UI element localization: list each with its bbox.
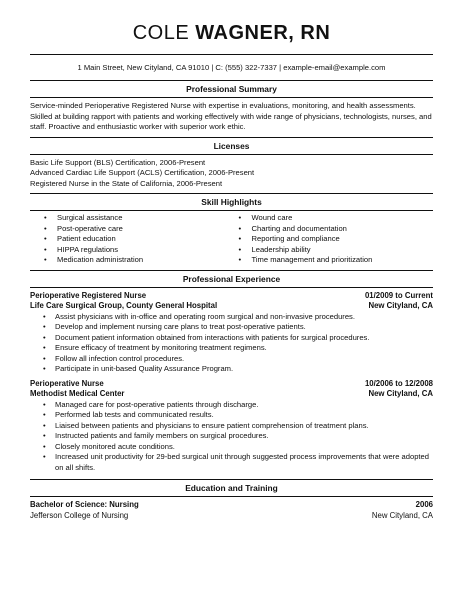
summary-heading: Professional Summary: [30, 80, 433, 98]
licenses-list: [30, 155, 433, 190]
skill-item: • Surgical assistance: [44, 213, 239, 224]
school-name: Jefferson College of Nursing: [30, 510, 129, 520]
job-entry: [30, 375, 433, 474]
skills-heading: Skill Highlights: [30, 193, 433, 211]
contact-line: 1 Main Street, New Cityland, CA 91010 | C: (555) 322-7337 | example-email@example.com: [77, 63, 386, 72]
duty-item: • Performed lab tests and communicated results.: [43, 410, 433, 421]
job-location: New Cityland, CA: [368, 301, 433, 310]
degree: Bachelor of Science: Nursing: [30, 500, 139, 509]
candidate-name: [30, 0, 433, 44]
education-heading: Education and Training: [30, 479, 433, 497]
skill-item: • Charting and documentation: [239, 224, 434, 235]
skills-list: [30, 211, 433, 266]
last-name: WAGNER, RN: [195, 22, 331, 44]
job-location: New Cityland, CA: [368, 389, 433, 398]
job-employer: Methodist Medical Center: [30, 389, 125, 398]
duty-item: • Closely monitored acute conditions.: [43, 442, 433, 453]
duty-item: • Assist physicians with in-office and operating room surgical and non-invasive procedures.: [43, 312, 433, 323]
job-dates: 01/2009 to Current: [364, 290, 433, 300]
job-role: Perioperative Registered Nurse: [30, 290, 147, 300]
skills-column-left: [30, 213, 239, 266]
duty-item: • Increased unit productivity for 29-bed surgical unit through suggested process improvements that were adopted on all shifts.: [43, 452, 433, 473]
duty-item: • Document patient information obtained from interactions with patients for surgical procedures.: [43, 333, 433, 344]
skill-item: • Time management and prioritization: [239, 255, 434, 266]
header-rule: [30, 54, 433, 55]
duty-item: • Instructed patients and family members on surgical procedures.: [43, 431, 433, 442]
skill-item: • Post-operative care: [44, 224, 239, 235]
license-item: Advanced Cardiac Life Support (ACLS) Certification, 2006-Present: [30, 168, 255, 177]
duty-item: • Follow all infection control procedures.: [43, 354, 433, 365]
experience-heading: Professional Experience: [30, 270, 433, 288]
skill-item: • Patient education: [44, 234, 239, 245]
skill-item: • HIPPA regulations: [44, 245, 239, 256]
job-duties: [30, 400, 433, 474]
license-item: Basic Life Support (BLS) Certification, 2006-Present: [30, 157, 206, 167]
licenses-heading: Licenses: [30, 137, 433, 155]
skill-item: • Leadership ability: [239, 245, 434, 256]
education-school-row: [30, 511, 433, 522]
duty-item: • Participate in unit-based Quality Assurance Program.: [43, 364, 433, 375]
education-degree-row: [30, 497, 433, 511]
job-title-row: [30, 288, 433, 302]
job-dates: 10/2006 to 12/2008: [364, 378, 433, 388]
graduation-year: 2006: [415, 500, 433, 509]
school-location: New Cityland, CA: [371, 510, 433, 520]
skill-item: • Reporting and compliance: [239, 234, 434, 245]
skills-column-right: [239, 213, 434, 266]
skill-item: • Medication administration: [44, 255, 239, 266]
job-duties: [30, 312, 433, 375]
job-employer-row: [30, 389, 433, 400]
license-item: Registered Nurse in the State of California, 2006-Present: [30, 178, 223, 188]
job-entry: [30, 288, 433, 375]
summary-text: Service-minded Perioperative Registered Nurse with expertise in evaluations, monitoring, and health assessments. Skilled at building rapport with patients and working effectively with wide range of physicians, technologists, nurses, and staff. Proactive and enthusiastic worker with superior work ethic.: [30, 101, 432, 131]
skill-item: • Wound care: [239, 213, 434, 224]
job-employer-row: [30, 301, 433, 312]
job-role: Perioperative Nurse: [30, 378, 104, 388]
duty-item: • Managed care for post-operative patients through discharge.: [43, 400, 433, 411]
duty-item: • Develop and implement nursing care plans to treat post-operative patients.: [43, 322, 433, 333]
first-name: COLE: [132, 22, 190, 44]
duty-item: • Liaised between patients and physicians to ensure patient comprehension of treatment plans.: [43, 421, 433, 432]
duty-item: • Ensure efficacy of treatment by monitoring treatment regimens.: [43, 343, 433, 354]
job-employer: Life Care Surgical Group, County General Hospital: [30, 301, 218, 310]
job-title-row: [30, 375, 433, 390]
